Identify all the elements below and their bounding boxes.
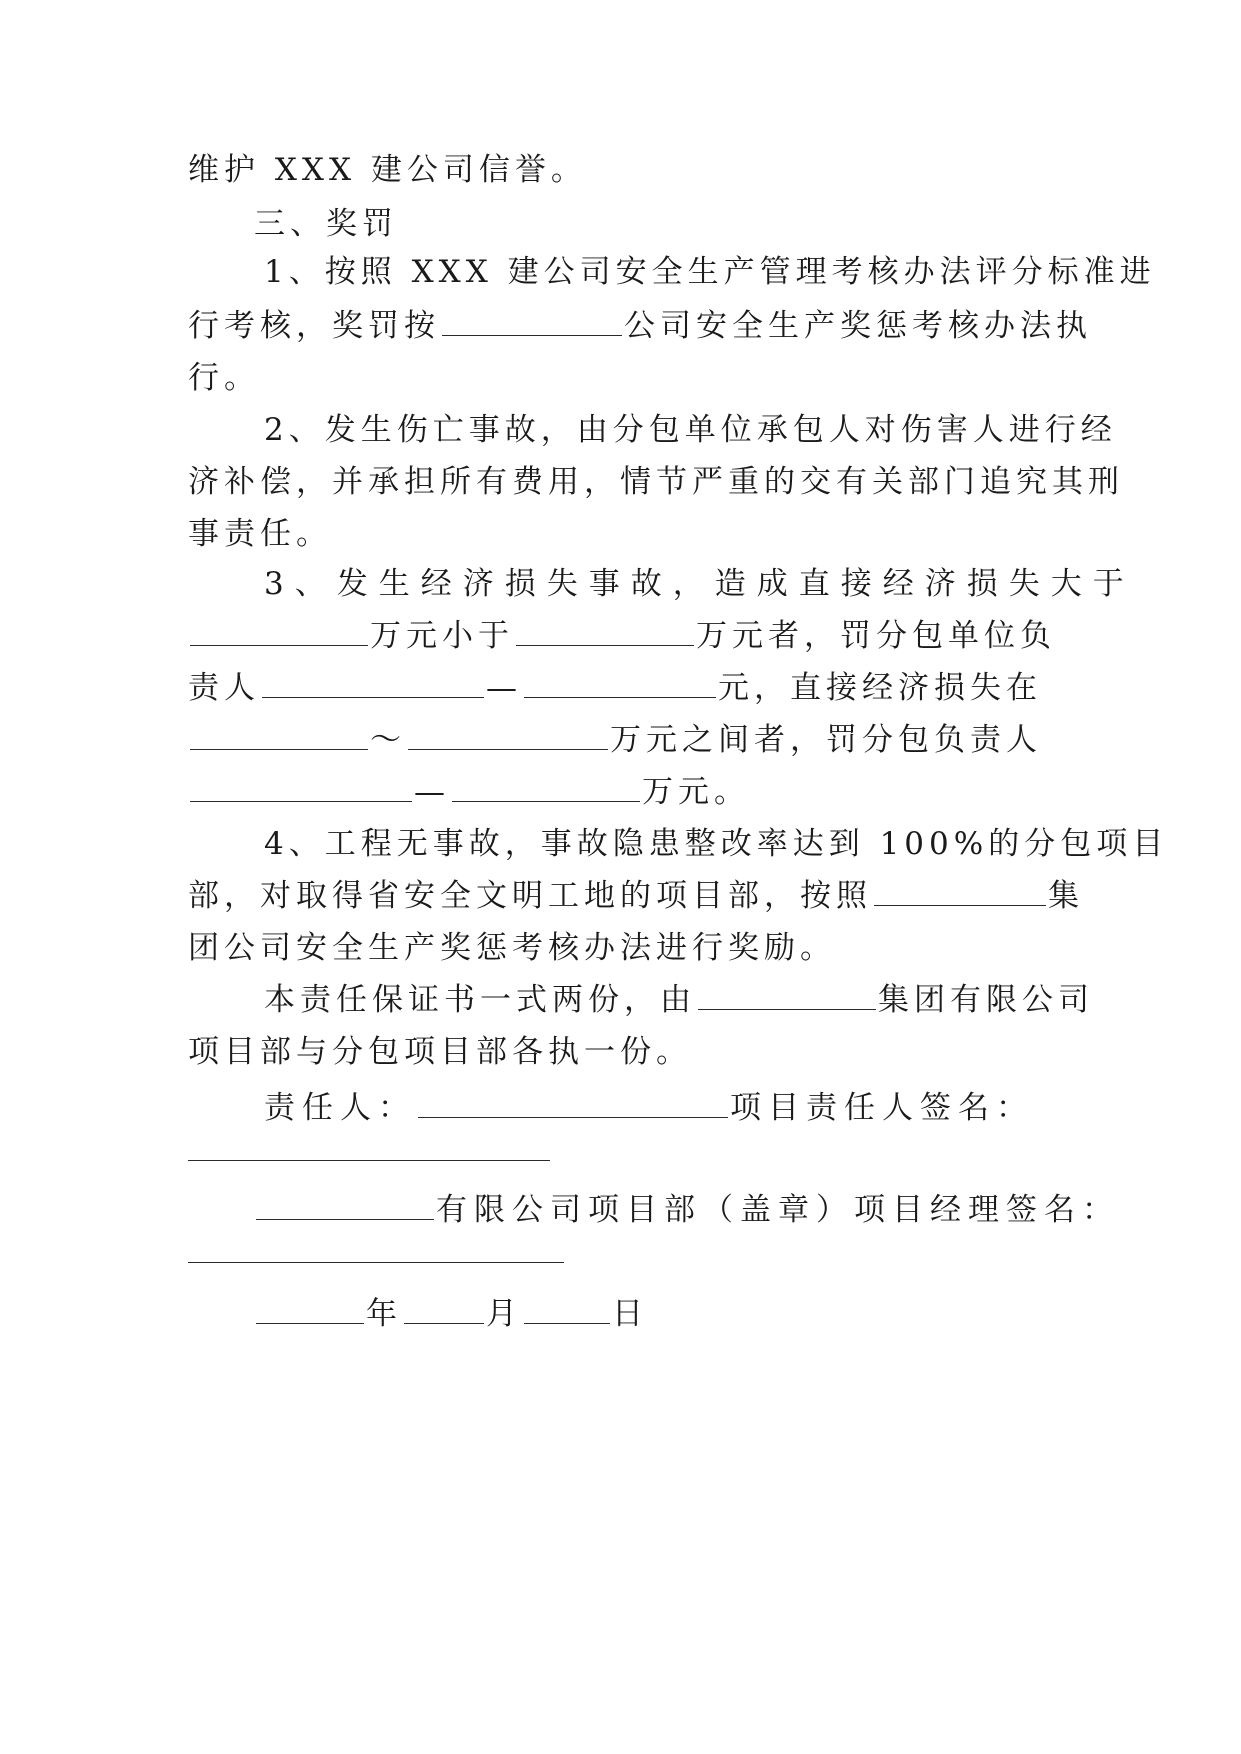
text: 维护 XXX 建公司信誉。 xyxy=(188,152,587,188)
month-label: 月 xyxy=(486,1296,522,1332)
item-4-line-2 xyxy=(188,868,1084,924)
text: — xyxy=(486,670,522,706)
text: 万元者，罚分包单位负 xyxy=(696,618,1056,654)
fill-in-blank[interactable] xyxy=(698,979,876,1010)
fill-in-blank[interactable] xyxy=(442,305,622,336)
fill-in-blank[interactable] xyxy=(262,667,484,698)
item-3-line-1 xyxy=(264,556,1135,612)
text: 4、工程无事故，事故隐患整改率达到 100%的分包项目 xyxy=(264,826,1169,862)
item-3-line-4 xyxy=(188,712,1058,768)
year-label: 年 xyxy=(366,1296,402,1332)
fill-in-blank[interactable] xyxy=(516,615,694,646)
text: 行。 xyxy=(188,360,260,396)
text: 公司安全生产奖惩考核办法执 xyxy=(624,308,1092,344)
item-1-line-2 xyxy=(188,298,1092,354)
text: — xyxy=(414,774,450,810)
paragraph-line xyxy=(188,142,1058,198)
text: 2、发生伤亡事故，由分包单位承包人对伤害人进行经 xyxy=(264,412,1117,448)
fill-in-blank[interactable] xyxy=(256,1189,434,1220)
signature-blank[interactable] xyxy=(188,1160,550,1161)
item-3-line-2 xyxy=(188,608,1058,664)
item-1-line-1 xyxy=(264,244,1156,300)
item-3-line-3 xyxy=(188,660,1058,716)
day-label: 日 xyxy=(612,1296,648,1332)
text: 部，对取得省安全文明工地的项目部，按照 xyxy=(188,878,872,914)
signature-line-1 xyxy=(264,1080,1058,1136)
text: 团公司安全生产奖惩考核办法进行奖励。 xyxy=(188,930,836,966)
copies-line-1 xyxy=(264,972,1094,1028)
fill-in-blank[interactable] xyxy=(190,719,368,750)
fill-in-blank[interactable] xyxy=(190,615,368,646)
text: 责任人： xyxy=(264,1090,416,1126)
text: 有限公司项目部（盖章）项目经理签名： xyxy=(436,1192,1120,1228)
heading-text: 三、奖罚 xyxy=(254,206,398,242)
day-blank[interactable] xyxy=(524,1293,610,1324)
item-3-line-5 xyxy=(188,764,1058,820)
text: 集 xyxy=(1048,878,1084,914)
text: 项目部与分包项目部各执一份。 xyxy=(188,1034,692,1070)
text: 万元小于 xyxy=(370,618,514,654)
signature-blank[interactable] xyxy=(188,1262,564,1263)
text: 3、发生经济损失事故，造成直接经济损失大于 xyxy=(264,566,1135,602)
fill-in-blank[interactable] xyxy=(190,771,412,802)
month-blank[interactable] xyxy=(404,1293,484,1324)
text: 行考核，奖罚按 xyxy=(188,308,440,344)
signature-line-2 xyxy=(254,1182,1124,1238)
text: 济补偿，并承担所有费用，情节严重的交有关部门追究其刑 xyxy=(188,464,1124,500)
fill-in-blank[interactable] xyxy=(418,1087,728,1118)
text: 责人 xyxy=(188,670,260,706)
copies-line-2 xyxy=(188,1024,1058,1080)
text: 1、按照 XXX 建公司安全生产管理考核办法评分标准进 xyxy=(264,254,1156,290)
item-4-line-3 xyxy=(188,920,1058,976)
fill-in-blank[interactable] xyxy=(874,875,1046,906)
fill-in-blank[interactable] xyxy=(408,719,608,750)
text: 万元。 xyxy=(642,774,750,810)
fill-in-blank[interactable] xyxy=(452,771,640,802)
text: ～ xyxy=(370,722,406,758)
text: 万元之间者，罚分包负责人 xyxy=(610,722,1042,758)
item-2-line-1 xyxy=(264,402,1117,458)
text: 集团有限公司 xyxy=(878,982,1094,1018)
item-2-line-3 xyxy=(188,506,1058,562)
text: 项目责任人签名： xyxy=(730,1090,1034,1126)
fill-in-blank[interactable] xyxy=(524,667,716,698)
text: 事责任。 xyxy=(188,516,332,552)
item-4-line-1 xyxy=(264,816,1169,872)
date-line xyxy=(254,1286,1124,1342)
text: 元，直接经济损失在 xyxy=(718,670,1042,706)
item-1-line-3 xyxy=(188,350,1058,406)
year-blank[interactable] xyxy=(256,1293,364,1324)
text: 本责任保证书一式两份，由 xyxy=(264,982,696,1018)
item-2-line-2 xyxy=(188,454,1124,510)
